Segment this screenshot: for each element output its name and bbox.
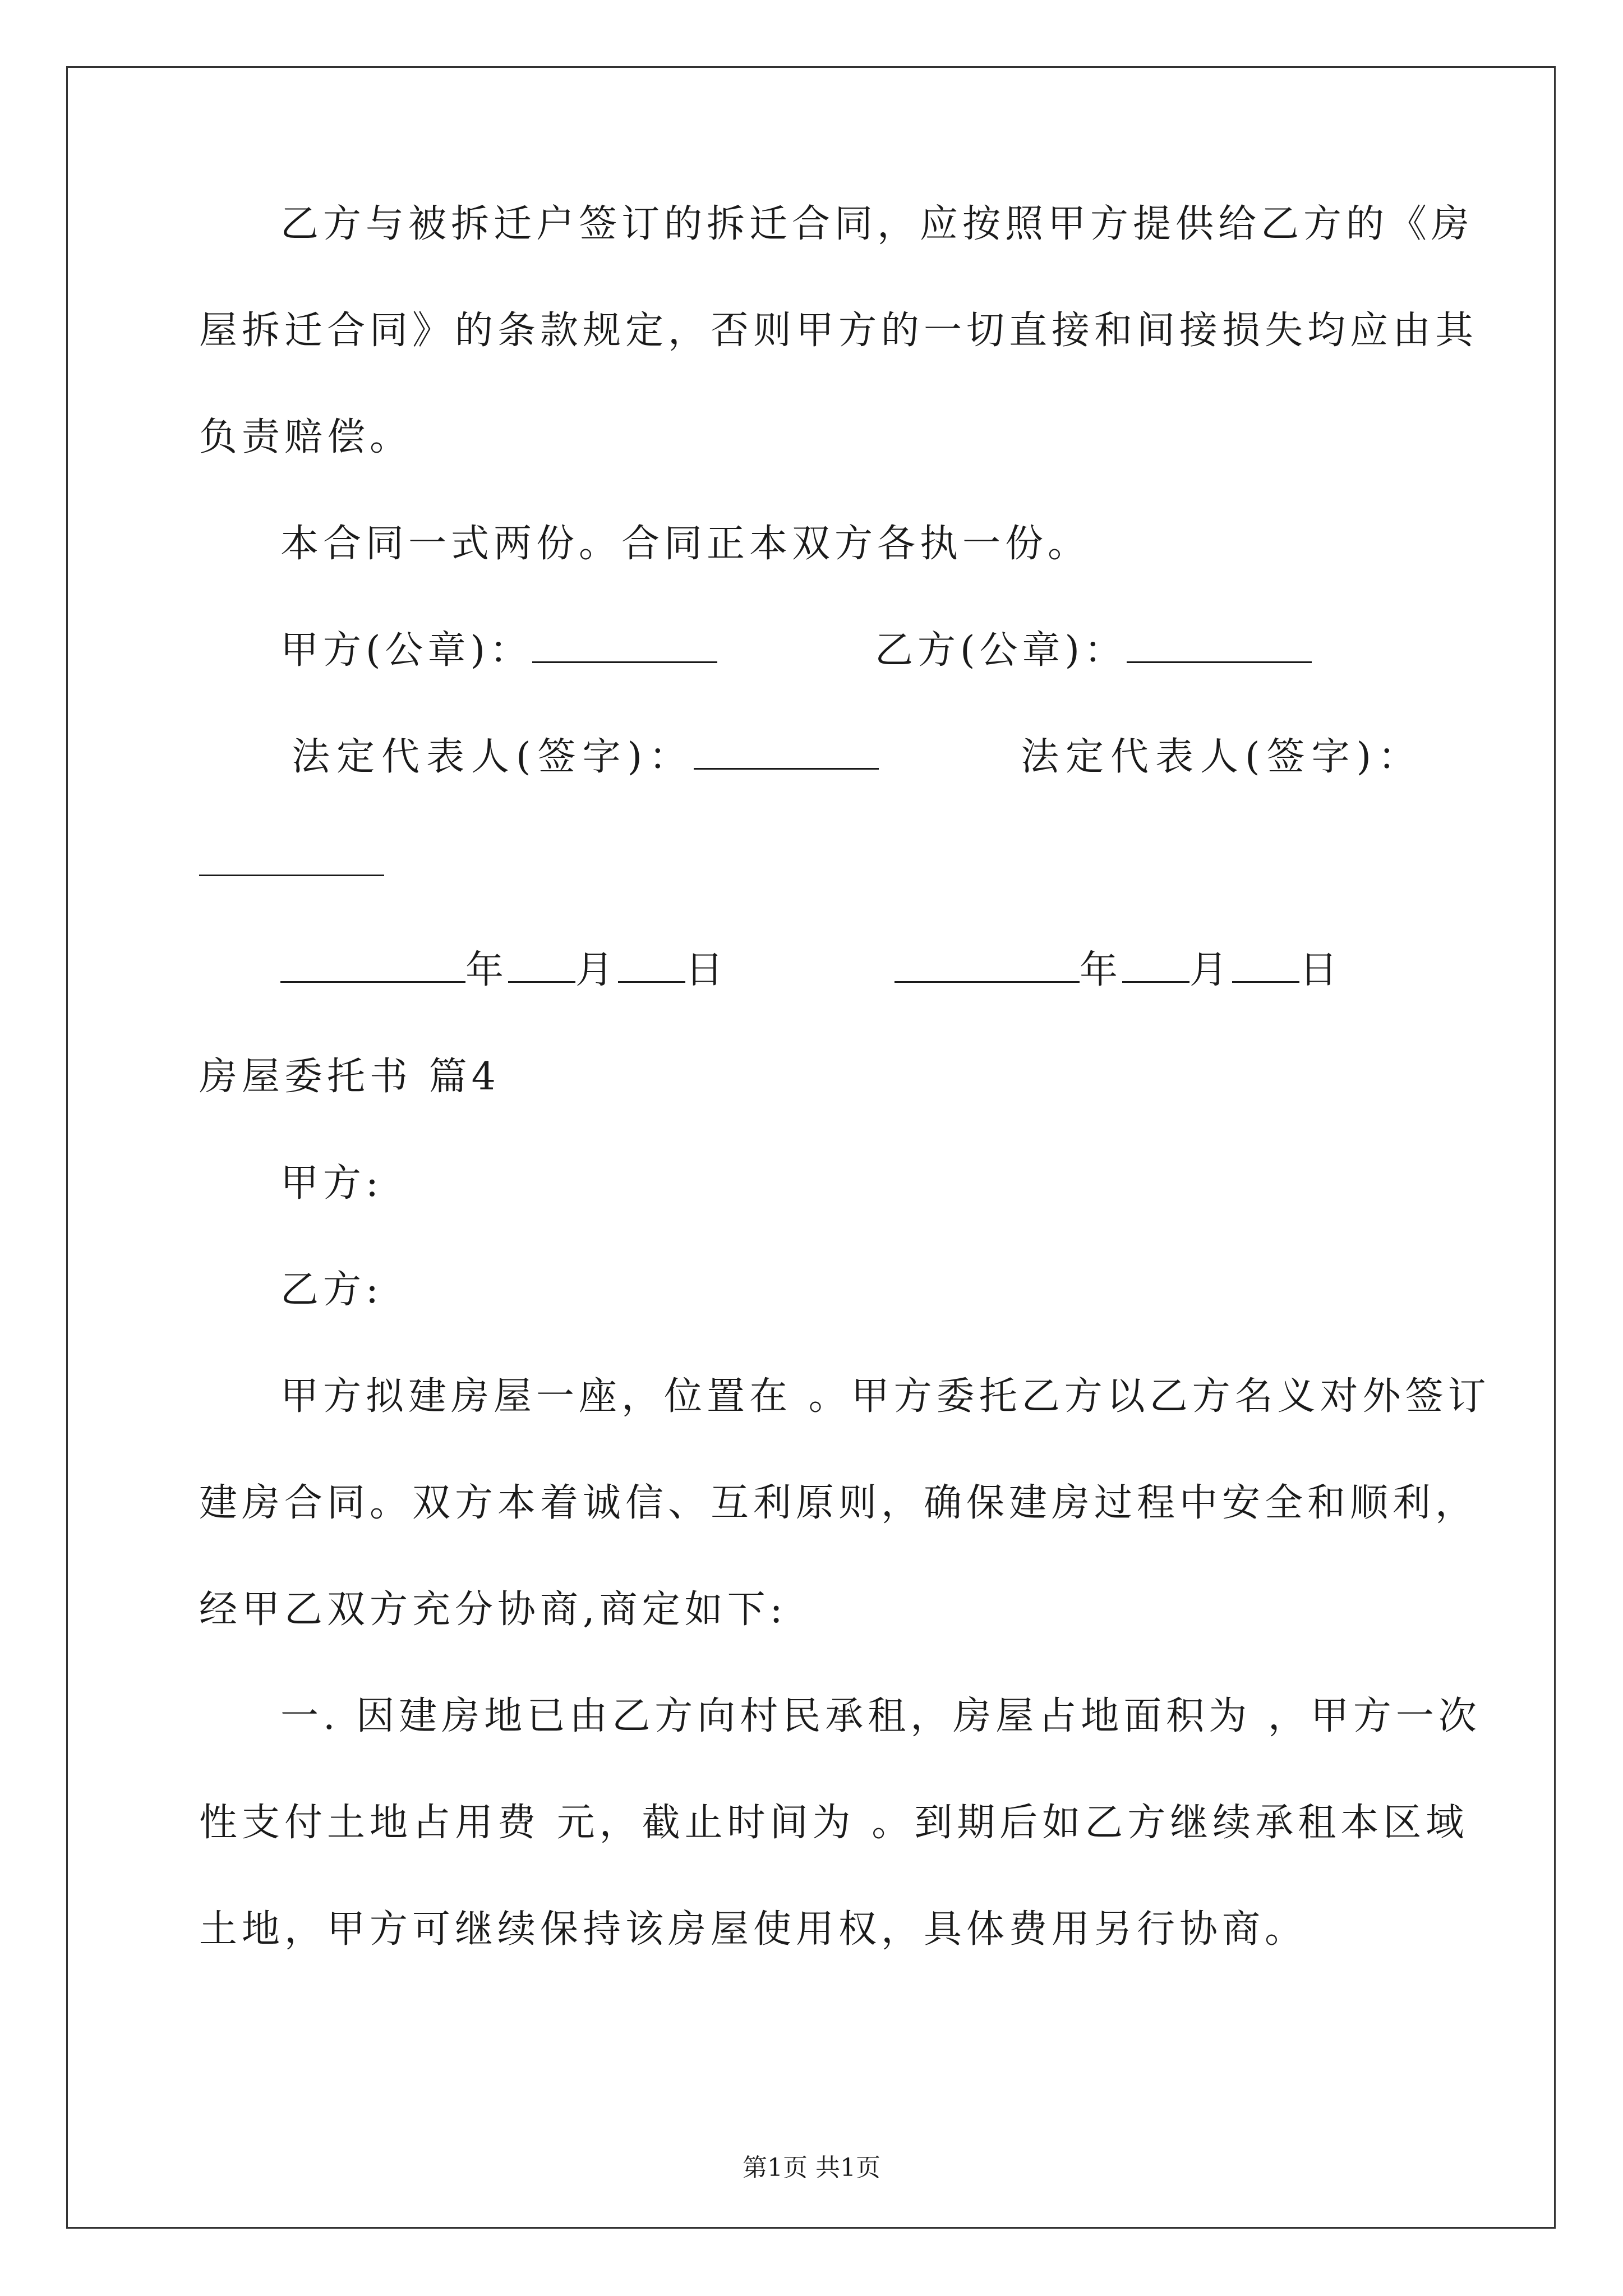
year-label: 年 [465,948,509,992]
paragraph-line: 负责赔偿。 [199,415,413,459]
page-footer: 第1页 共1页 [743,2154,880,2182]
party-a-seal-blank [532,627,717,663]
seal-line-b [875,625,1312,676]
day-label: 日 [685,948,728,992]
party-b-seal-blank [1127,627,1312,663]
month-label: 月 [575,948,619,992]
day-blank-a [618,946,685,983]
month-blank-b [1122,946,1189,983]
day-blank-b [1232,946,1299,983]
paragraph-line: 一. 因建房地已由乙方向村民承租，房屋占地面积为 ，甲方一次 [280,1694,1481,1738]
section-title: 房屋委托书 篇4 [199,1055,500,1099]
paragraph-line: 土地，甲方可继续保持该房屋使用权，具体费用另行协商。 [199,1907,1308,1952]
paragraph-line: 乙方与被拆迁户签订的拆迁合同，应按照甲方提供给乙方的《房 [280,202,1474,246]
rep-line-a [292,732,879,783]
month-blank-a [508,946,575,983]
paragraph-line: 甲方拟建房屋一座，位置在 。甲方委托乙方以乙方名义对外签订 [280,1374,1491,1419]
paragraph-line: 经甲乙双方充分协商,商定如下: [199,1588,787,1632]
year-blank-b [895,946,1080,983]
paragraph-line: 建房合同。双方本着诚信、互利原则，确保建房过程中安全和顺利， [199,1481,1478,1525]
rep-b-label: 法定代表人(签字)： [1021,735,1423,779]
rep-a-label: 法定代表人(签字)： [292,735,694,779]
paragraph-line: 本合同一式两份。合同正本双方各执一份。 [280,522,1091,566]
paragraph-line: 性支付土地占用费 元，截止时间为 。到期后如乙方继续承租本区域 [199,1801,1469,1845]
year-label: 年 [1080,948,1123,992]
paragraph-line: 屋拆迁合同》的条款规定，否则甲方的一切直接和间接损失均应由其 [199,309,1478,353]
rep-a-blank [694,733,879,770]
year-blank-a [280,946,465,983]
party-a-seal-label: 甲方(公章)： [280,628,533,673]
rep-b-blank-line [199,839,384,889]
day-label: 日 [1299,948,1343,992]
month-label: 月 [1189,948,1233,992]
party-b-line: 乙方: [280,1268,383,1312]
party-a-line: 甲方: [280,1161,383,1205]
seal-line [280,625,717,676]
rep-line-b [1021,732,1423,783]
party-b-seal-label: 乙方(公章)： [875,628,1127,673]
date-line-b [895,945,1342,996]
date-line-a [280,945,728,996]
rep-b-blank [199,840,384,876]
